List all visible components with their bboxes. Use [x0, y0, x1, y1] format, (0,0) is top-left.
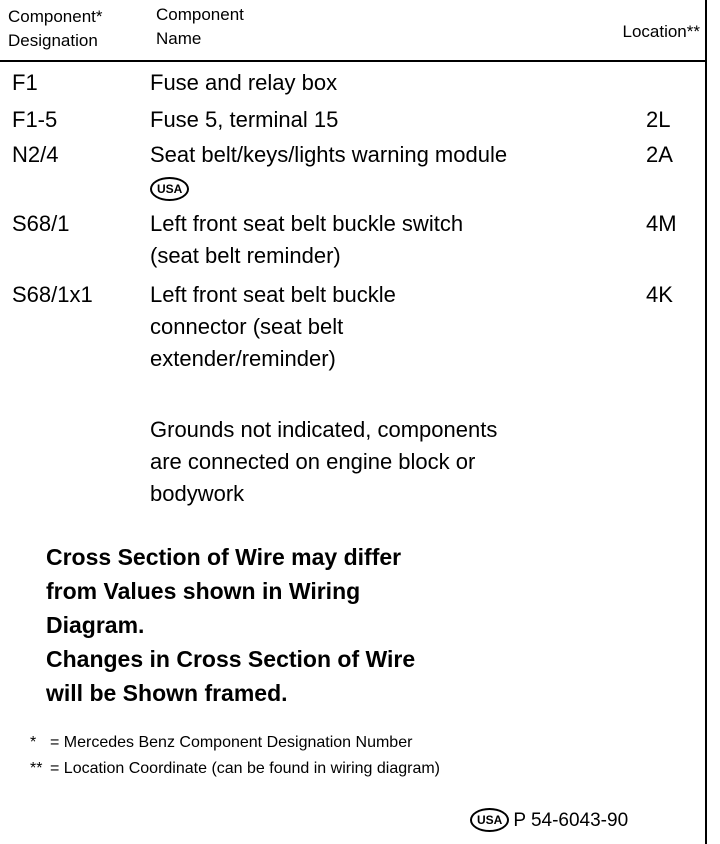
note-line: Grounds not indicated, components	[150, 417, 498, 442]
header-designation-line1: Component*	[8, 7, 103, 26]
footnote-mark: **	[30, 760, 43, 777]
usa-badge-icon: USA	[150, 177, 189, 201]
usa-badge-icon: USA	[470, 808, 509, 832]
warning-line: Cross Section of Wire may differ	[46, 544, 402, 570]
warning-line: will be Shown framed.	[46, 680, 288, 706]
component-code: N2/4	[12, 142, 59, 167]
component-name	[150, 208, 630, 272]
header-component-name	[156, 3, 244, 51]
component-name-line: Left front seat belt buckle	[150, 282, 396, 307]
component-code: F1-5	[12, 107, 58, 132]
component-name-line: Left front seat belt buckle switch	[150, 211, 464, 236]
component-name	[150, 279, 630, 375]
component-name-line: Seat belt/keys/lights warning module	[150, 142, 508, 167]
component-location: 2A	[646, 142, 673, 167]
grounds-note	[150, 414, 650, 510]
component-name-line: Fuse 5, terminal 15	[150, 107, 339, 132]
component-name	[150, 104, 630, 136]
component-name	[150, 139, 630, 201]
component-name-line: (seat belt reminder)	[150, 243, 341, 268]
footnote-designation	[30, 733, 412, 753]
header-name-line2: Name	[156, 29, 202, 48]
footnote-text: = Mercedes Benz Component Designation Number	[50, 734, 413, 751]
document-reference	[470, 808, 628, 833]
component-code: F1	[12, 70, 38, 95]
component-name	[150, 67, 630, 99]
warning-line: from Values shown in Wiring	[46, 578, 361, 604]
note-line: bodywork	[150, 481, 245, 506]
footnote-text: = Location Coordinate (can be found in wiring diagram)	[50, 760, 441, 777]
header-divider	[0, 60, 705, 62]
component-name-line: Fuse and relay box	[150, 70, 338, 95]
header-name-line1: Component	[156, 5, 244, 24]
header-designation	[8, 5, 103, 53]
component-location: 2L	[646, 107, 671, 132]
warning-line: Changes in Cross Section of Wire	[46, 646, 416, 672]
header-location: Location**	[622, 22, 700, 41]
component-name-line: connector (seat belt	[150, 314, 344, 339]
footnote-location	[30, 759, 440, 779]
footnote-mark: *	[30, 734, 37, 751]
cross-section-warning	[46, 540, 606, 710]
component-code: S68/1x1	[12, 282, 93, 307]
note-line: are connected on engine block or	[150, 449, 476, 474]
component-location: 4K	[646, 282, 673, 307]
header-designation-line2: Designation	[8, 31, 98, 50]
reference-code: P 54-6043-90	[513, 810, 629, 831]
component-location: 4M	[646, 211, 677, 236]
component-code: S68/1	[12, 211, 70, 236]
component-name-line: extender/reminder)	[150, 346, 336, 371]
right-border-line	[705, 0, 707, 844]
warning-line: Diagram.	[46, 612, 145, 638]
